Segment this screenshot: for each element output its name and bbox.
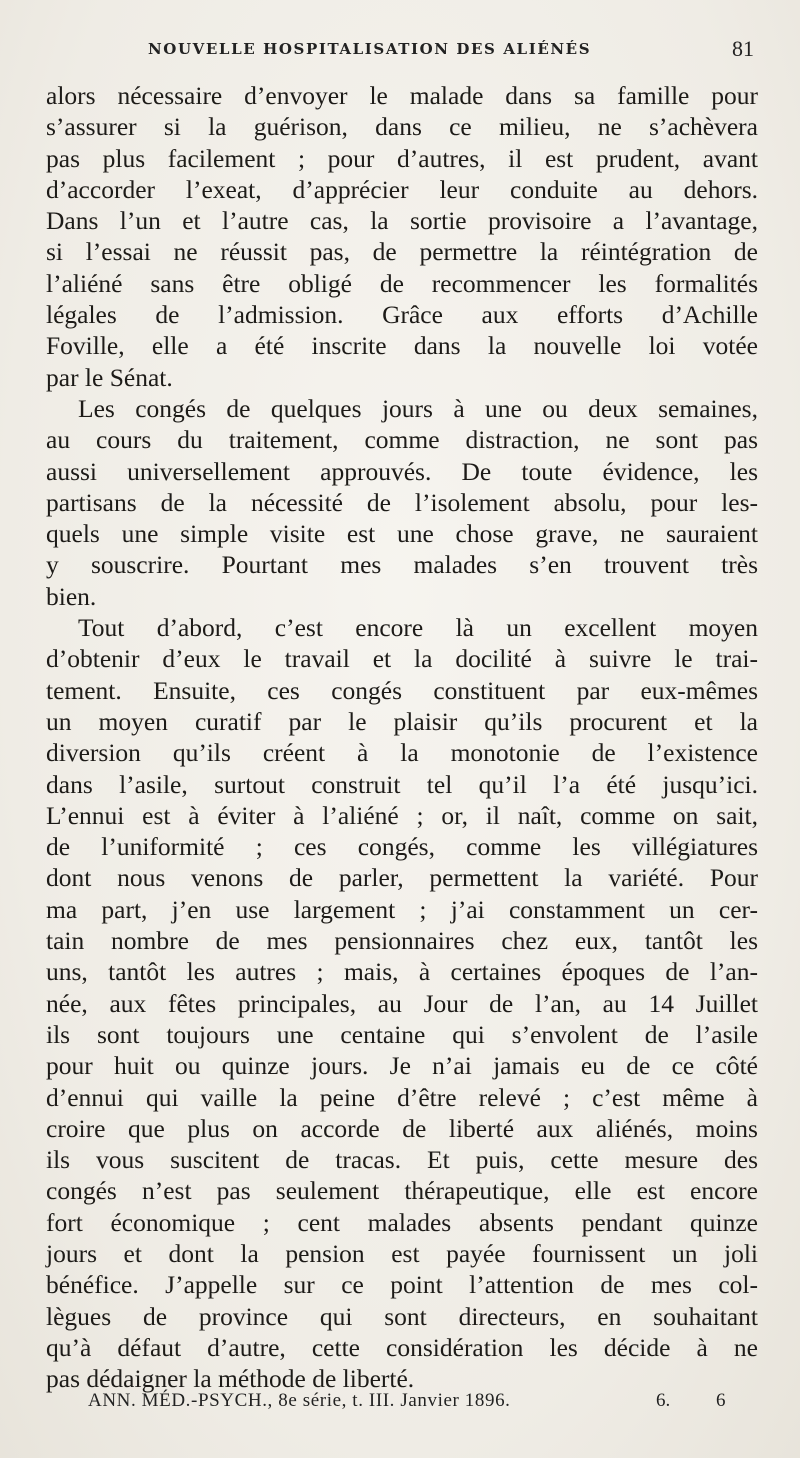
page-footer <box>88 1390 738 1416</box>
text-line: aussi universellement approuvés. De toute évidence, les <box>46 456 758 486</box>
text-line: d’obtenir d’eux le travail et la docilité à suivre le trai- <box>46 644 758 674</box>
text-line: L’ennui est à éviter à l’aliéné ; or, il naît, comme on sait, <box>46 800 758 830</box>
text-line: pour huit ou quinze jours. Je n’ai jamais eu de ce côté <box>46 1051 758 1081</box>
text-line: de l’uniformité ; ces congés, comme les villégiatures <box>46 832 758 862</box>
text-line: alors nécessaire d’envoyer le malade dans sa famille pour <box>46 81 758 110</box>
page-header <box>148 38 758 66</box>
text-line: dont nous venons de parler, permettent la variété. Pour <box>46 863 758 893</box>
text-line: croire que plus on accorde de liberté aux aliénés, moins <box>46 1113 758 1143</box>
text-line: y souscrire. Pourtant mes malades s’en trouvent très <box>46 550 758 580</box>
text-line: qu’à défaut d’autre, cette considération les décide à ne <box>46 1332 758 1362</box>
text-line: bien. <box>46 581 97 611</box>
running-head: NOUVELLE HOSPITALISATION DES ALIÉNÉS <box>148 40 592 58</box>
text-line: ils vous suscitent de tracas. Et puis, cette mesure des <box>46 1145 758 1175</box>
signature-mark: 6. <box>656 1390 671 1411</box>
text-line: partisans de la nécessité de l’isolement absolu, pour les- <box>46 487 758 517</box>
text-line: bénéfice. J’appelle sur ce point l’attention de mes col- <box>46 1270 758 1300</box>
text-line: lègues de province qui sont directeurs, en souhaitant <box>46 1301 758 1331</box>
text-line: un moyen curatif par le plaisir qu’ils procurent et la <box>46 706 758 736</box>
text-line: dans l’asile, surtout construit tel qu’il l’a été jusqu’ici. <box>46 769 758 799</box>
text-line: Les congés de quelques jours à une ou deux semaines, <box>78 393 758 423</box>
text-line: ils sont toujours une centaine qui s’envolent de l’asile <box>46 1019 758 1049</box>
text-line: née, aux fêtes principales, au Jour de l’an, au 14 Juillet <box>46 988 758 1018</box>
text-line: quels une simple visite est une chose grave, ne sauraient <box>46 519 758 549</box>
text-line: ma part, j’en use largement ; j’ai constamment un cer- <box>46 894 758 924</box>
text-line: l’aliéné sans être obligé de recommencer les formalités <box>46 268 758 298</box>
text-line: légales de l’admission. Grâce aux efforts d’Achille <box>46 300 758 330</box>
text-line: Tout d’abord, c’est encore là un excellent moyen <box>78 613 758 643</box>
text-line: tain nombre de mes pensionnaires chez eux, tantôt les <box>46 926 758 956</box>
text-line: tement. Ensuite, ces congés constituent par eux-mêmes <box>46 675 758 705</box>
text-line: Foville, elle a été inscrite dans la nouvelle loi votée <box>46 331 758 361</box>
text-line: pas plus facilement ; pour d’autres, il est prudent, avant <box>46 143 758 173</box>
body-text <box>46 80 758 1394</box>
text-line: au cours du traitement, comme distraction, ne sont pas <box>46 425 758 455</box>
text-line: uns, tantôt les autres ; mais, à certaines époques de l’an- <box>46 957 758 987</box>
text-line: s’assurer si la guérison, dans ce milieu, ne s’achèvera <box>46 112 758 142</box>
page-number: 81 <box>732 36 754 61</box>
text-line: d’ennui qui vaille la peine d’être relevé ; c’est même à <box>46 1082 758 1112</box>
text-line: par le Sénat. <box>46 362 173 392</box>
text-line: fort économique ; cent malades absents pendant quinze <box>46 1207 758 1237</box>
signature-number: 6 <box>716 1390 726 1411</box>
text-line: congés n’est pas seulement thérapeutique, elle est encore <box>46 1176 758 1206</box>
text-line: si l’essai ne réussit pas, de permettre la réintégration de <box>46 237 758 267</box>
text-line: Dans l’un et l’autre cas, la sortie provisoire a l’avantage, <box>46 206 758 236</box>
text-line: jours et dont la pension est payée fournissent un joli <box>46 1238 758 1268</box>
text-line: d’accorder l’exeat, d’apprécier leur conduite au dehors. <box>46 174 758 204</box>
journal-citation: ANN. MÉD.-PSYCH., 8e série, t. III. Janvier 1896. <box>88 1390 511 1411</box>
text-line: pas dédaigner la méthode de liberté. <box>46 1364 415 1394</box>
text-line: diversion qu’ils créent à la monotonie de l’existence <box>46 738 758 768</box>
